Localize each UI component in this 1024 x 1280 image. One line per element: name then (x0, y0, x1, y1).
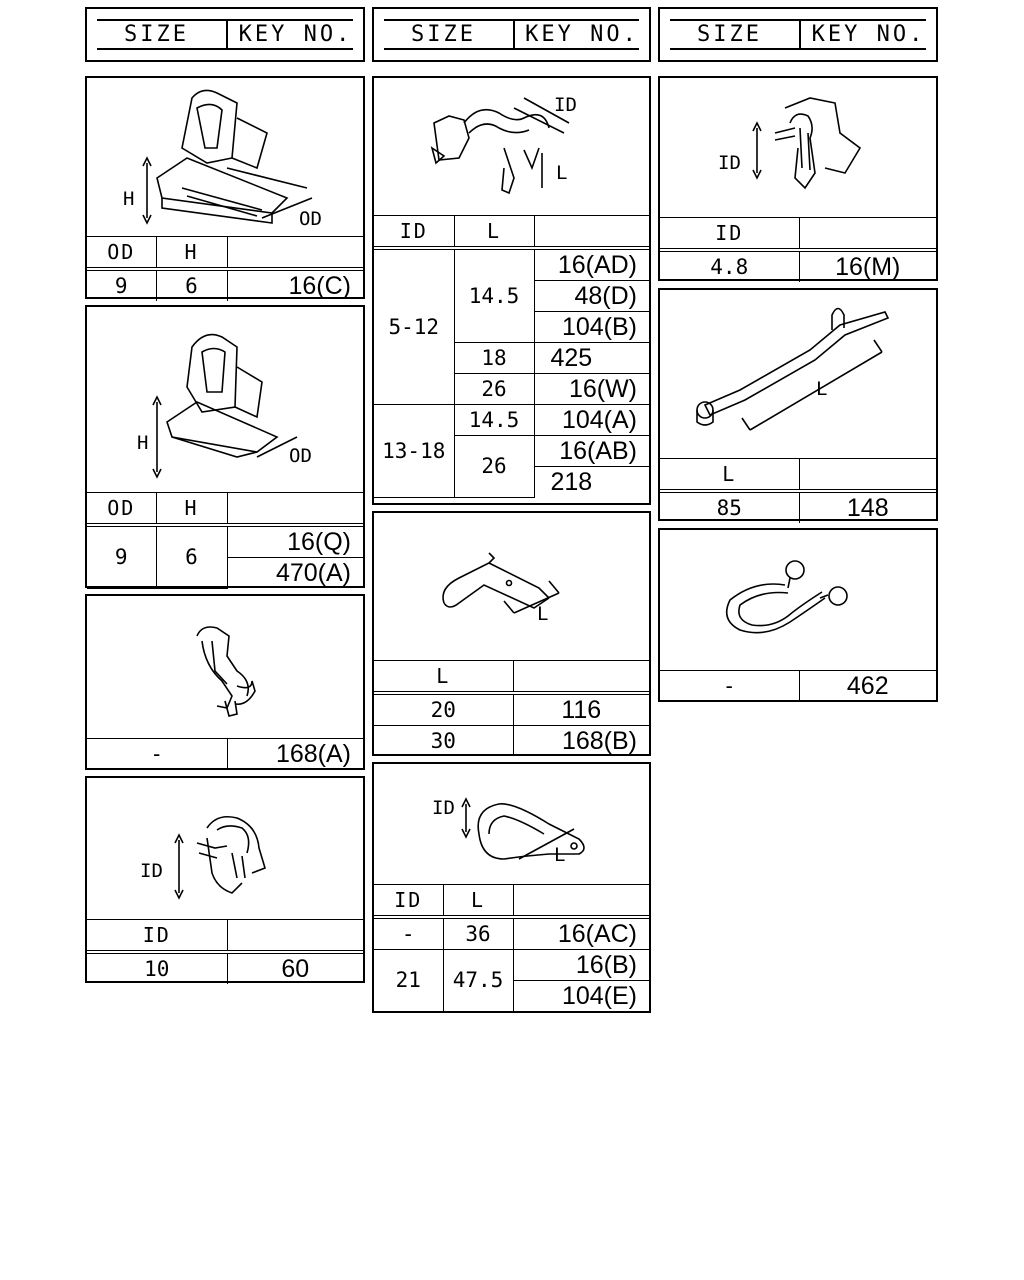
part-panel-clip-id-1 (85, 776, 365, 983)
col-header-key (227, 237, 363, 270)
column-header-1 (85, 7, 365, 62)
key-number: 168(B) (513, 726, 649, 757)
col-header-key (799, 459, 936, 492)
id-value: 10 (87, 952, 227, 984)
col-header-l: L (660, 459, 799, 492)
col-header-id: ID (87, 920, 227, 953)
key-number: 60 (227, 952, 363, 984)
key-number: 168(A) (227, 739, 363, 770)
l-dimension-label: L (556, 162, 568, 184)
key-number: 16(M) (799, 250, 936, 282)
column-header-3 (658, 7, 938, 62)
id-dimension-label: ID (140, 860, 163, 882)
col-header-key (799, 218, 936, 251)
col-header-l: L (454, 216, 534, 249)
key-number: 48(D) (534, 281, 649, 312)
spec-table (87, 738, 363, 769)
id-value: 4.8 (660, 250, 799, 282)
clip-illustration (87, 78, 363, 236)
key-no-header: KEY NO. (238, 22, 353, 47)
l-dimension-label: L (816, 378, 828, 400)
size-value: - (660, 671, 799, 702)
h-dimension-label: H (137, 432, 149, 454)
col-header-od: OD (87, 237, 156, 270)
spec-table (87, 492, 363, 589)
col-header-key (513, 885, 649, 918)
part-panel-clip-od-h-2 (85, 305, 365, 588)
key-number: 116 (513, 693, 649, 726)
clip-illustration (87, 778, 363, 919)
part-panel-strap-l-1 (658, 288, 938, 521)
key-number: 462 (799, 671, 936, 702)
col-header-l: L (443, 885, 513, 918)
col-header-id: ID (374, 216, 454, 249)
spec-table (374, 884, 649, 1012)
l-value: 26 (454, 374, 534, 405)
strap-illustration (660, 290, 936, 458)
part-panel-clip-od-h-1 (85, 76, 365, 299)
col-header-id: ID (660, 218, 799, 251)
col-header-h: H (156, 237, 227, 270)
id-value: 13-18 (374, 405, 454, 498)
od-value: 9 (87, 269, 156, 301)
clip-illustration (660, 78, 936, 217)
key-number: 16(Q) (227, 525, 363, 558)
size-header: SIZE (697, 22, 762, 47)
h-dimension-label: H (123, 188, 135, 210)
l-value: 14.5 (454, 248, 534, 343)
part-panel-clip-id-2 (658, 76, 938, 281)
key-number: 16(AD) (534, 248, 649, 281)
spec-table (660, 217, 936, 282)
id-value: 21 (374, 950, 443, 1012)
key-number: 104(B) (534, 312, 649, 343)
l-value: 85 (660, 491, 799, 523)
od-dimension-label: OD (289, 445, 312, 467)
col-header-key (513, 661, 649, 694)
l-value: 30 (374, 726, 513, 757)
key-no-header: KEY NO. (525, 22, 639, 47)
clip-illustration (374, 78, 649, 215)
size-value: - (87, 739, 227, 770)
id-value: - (374, 917, 443, 950)
h-value: 6 (156, 269, 227, 301)
key-number: 425 (534, 343, 649, 374)
l-value: 47.5 (443, 950, 513, 1012)
l-dimension-label: L (554, 844, 566, 866)
key-no-header: KEY NO. (811, 22, 926, 47)
l-value: 14.5 (454, 405, 534, 436)
spec-table (660, 670, 936, 701)
l-value: 20 (374, 693, 513, 726)
clip-illustration (374, 513, 649, 660)
key-number: 16(B) (513, 950, 649, 981)
id-value: 5-12 (374, 248, 454, 405)
spec-table (87, 919, 363, 984)
part-panel-clip-l-1 (372, 511, 651, 756)
id-dimension-label: ID (432, 797, 455, 819)
clip-illustration (87, 596, 363, 738)
spec-table (87, 236, 363, 301)
col-header-h: H (156, 493, 227, 526)
col-header-key (227, 493, 363, 526)
clamp-illustration (660, 530, 936, 670)
od-value: 9 (87, 525, 156, 588)
spec-table (660, 458, 936, 523)
key-number: 218 (534, 467, 649, 498)
part-panel-clip-id-l-1 (372, 76, 651, 505)
l-value: 18 (454, 343, 534, 374)
spec-table (374, 215, 649, 498)
key-number: 16(W) (534, 374, 649, 405)
key-number: 16(C) (227, 269, 363, 301)
col-header-key (534, 216, 649, 249)
col-header-od: OD (87, 493, 156, 526)
od-dimension-label: OD (299, 208, 322, 230)
id-dimension-label: ID (554, 94, 577, 116)
key-number: 104(A) (534, 405, 649, 436)
size-header: SIZE (411, 22, 476, 47)
clip-illustration (374, 764, 649, 884)
key-number: 16(AB) (534, 436, 649, 467)
key-number: 16(AC) (513, 917, 649, 950)
h-value: 6 (156, 525, 227, 588)
col-header-l: L (374, 661, 513, 694)
l-value: 26 (454, 436, 534, 498)
l-dimension-label: L (537, 603, 549, 625)
key-number: 470(A) (227, 558, 363, 589)
id-dimension-label: ID (718, 152, 741, 174)
clip-illustration (87, 307, 363, 492)
col-header-id: ID (374, 885, 443, 918)
key-number: 148 (799, 491, 936, 523)
size-header: SIZE (124, 22, 189, 47)
col-header-key (227, 920, 363, 953)
spec-table (374, 660, 649, 756)
part-panel-clip-id-l-2 (372, 762, 651, 1013)
part-panel-clamp-dash-1 (658, 528, 938, 702)
key-number: 104(E) (513, 981, 649, 1012)
column-header-2 (372, 7, 651, 62)
l-value: 36 (443, 917, 513, 950)
part-panel-clip-dash-1 (85, 594, 365, 770)
